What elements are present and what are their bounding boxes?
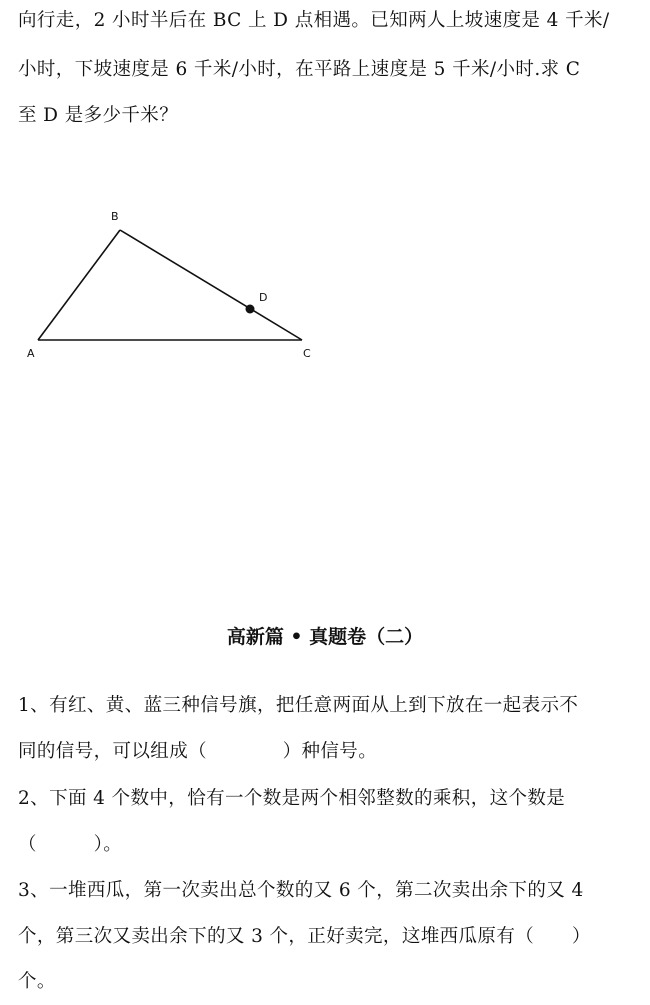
q1-line-2: 同的信号，可以组成（ ）种信号。: [18, 741, 378, 762]
q3-line-1: 3、一堆西瓜，第一次卖出总个数的又 6 个，第二次卖出余下的又 4: [18, 880, 584, 901]
q2-line-1: 2、下面 4 个数中，恰有一个数是两个相邻整数的乘积，这个数是: [18, 788, 566, 809]
label-c: C: [303, 347, 311, 360]
side-ab: [38, 230, 120, 340]
q3-line-3: 个。: [18, 971, 56, 992]
label-b: B: [111, 210, 119, 223]
point-d: [246, 305, 255, 314]
label-d: D: [259, 291, 268, 304]
section-title: 高新篇 • 真题卷（二）: [226, 626, 424, 648]
problem-line-3: 至 D 是多少千米？: [18, 105, 179, 126]
q3-line-2: 个，第三次又卖出余下的又 3 个，正好卖完，这堆西瓜原有（ ）: [18, 926, 591, 947]
q1-line-1: 1、有红、黄、蓝三种信号旗，把任意两面从上到下放在一起表示不: [18, 695, 579, 716]
side-bc: [120, 230, 302, 340]
triangle-diagram: [0, 195, 340, 375]
problem-line-2: 小时，下坡速度是 6 千米/小时，在平路上速度是 5 千米/小时.求 C: [18, 59, 581, 80]
problem-line-1: 向行走，2 小时半后在 BC 上 D 点相遇。已知两人上坡速度是 4 千米/: [18, 10, 610, 31]
label-a: A: [27, 347, 35, 360]
q2-line-2: （ ）。: [18, 834, 123, 855]
